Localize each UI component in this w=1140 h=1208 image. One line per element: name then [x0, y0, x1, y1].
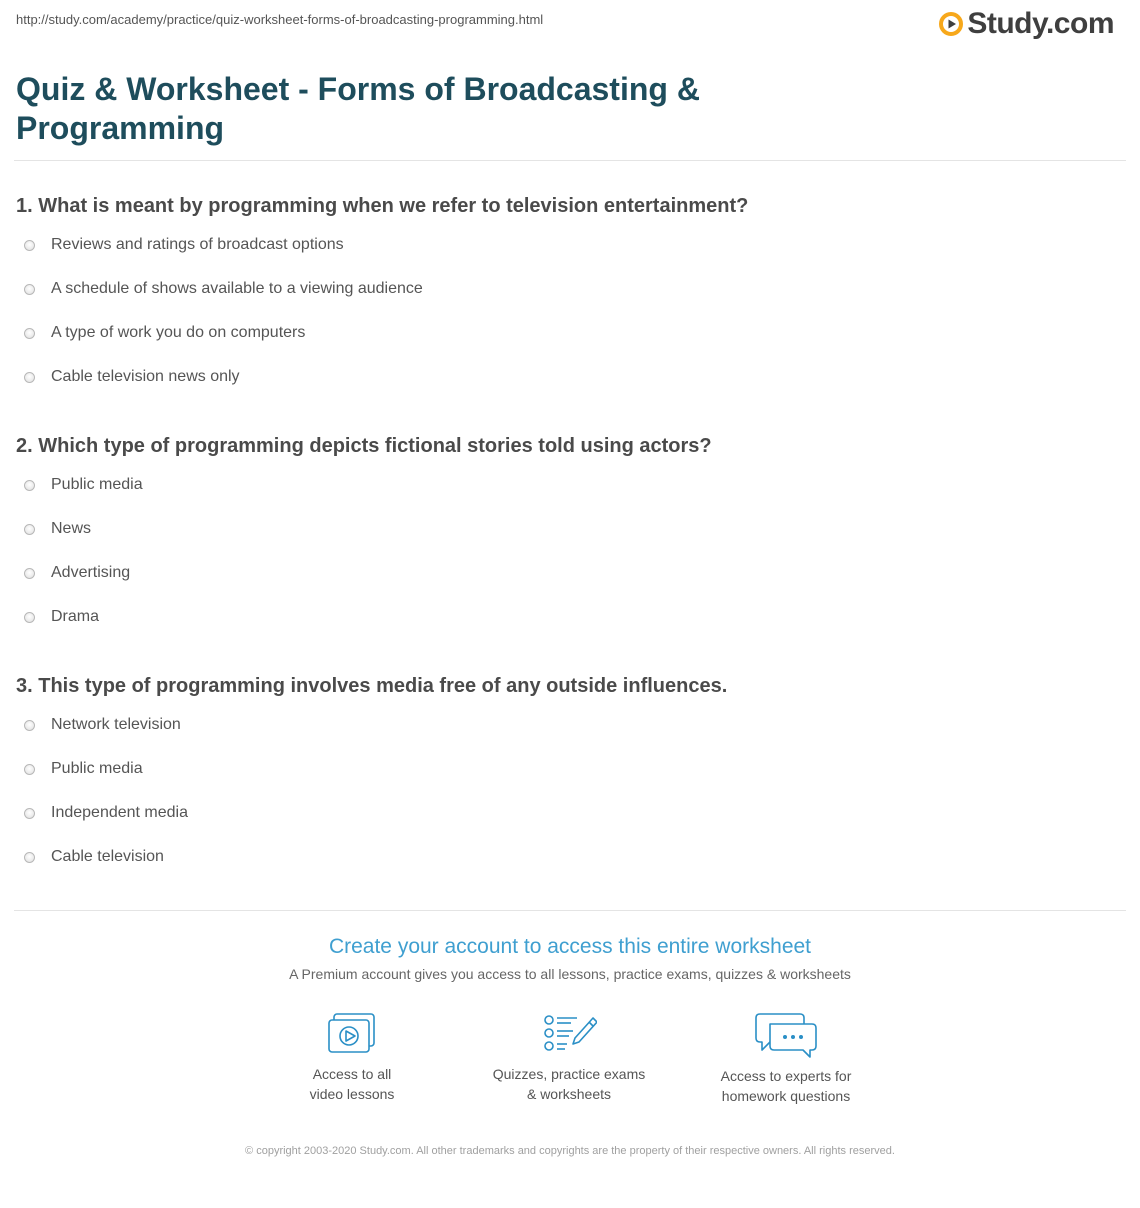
feature-experts [686, 1012, 886, 1106]
video-lessons-icon [326, 1012, 378, 1056]
radio-button[interactable] [24, 764, 35, 775]
answer-options [16, 474, 1116, 650]
radio-button[interactable] [24, 372, 35, 383]
radio-button[interactable] [24, 480, 35, 491]
answer-option[interactable] [16, 322, 1116, 366]
question-text: 2. Which type of programming depicts fictional stories told using actors? [16, 435, 712, 457]
answer-label: Cable television [51, 848, 164, 865]
radio-button[interactable] [24, 240, 35, 251]
question-1 [16, 192, 1116, 410]
radio-button[interactable] [24, 568, 35, 579]
answer-option[interactable] [16, 802, 1116, 846]
question-text: 1. What is meant by programming when we refer to television entertainment? [16, 195, 749, 217]
copyright-notice: © copyright 2003-2020 Study.com. All other trademarks and copyrights are the property of their respective owners. All rights reserved. [245, 1145, 895, 1157]
question-2 [16, 432, 1116, 650]
radio-button[interactable] [24, 612, 35, 623]
answer-option[interactable] [16, 366, 1116, 410]
answer-label: A type of work you do on computers [51, 324, 306, 341]
feature-video-lessons [252, 1012, 452, 1104]
feature-quizzes [469, 1012, 669, 1104]
radio-button[interactable] [24, 852, 35, 863]
answer-label: Public media [51, 476, 143, 493]
study-logo[interactable] [939, 6, 1114, 42]
feature-label: Access to experts for homework questions [720, 1068, 852, 1104]
answer-label: News [51, 520, 92, 537]
page-title: Quiz & Worksheet - Forms of Broadcasting & Programming [16, 71, 700, 146]
signup-cta [0, 930, 1140, 984]
answer-option[interactable] [16, 278, 1116, 322]
question-3 [16, 672, 1116, 890]
radio-button[interactable] [24, 720, 35, 731]
quiz-checklist-icon [541, 1012, 597, 1056]
answer-label: Drama [51, 608, 100, 625]
play-circle-icon [939, 12, 963, 36]
answer-options [16, 714, 1116, 890]
answer-option[interactable] [16, 606, 1116, 650]
questions-divider [14, 910, 1126, 911]
answer-label: Cable television news only [51, 368, 240, 385]
question-text: 3. This type of programming involves media free of any outside influences. [16, 675, 728, 697]
feature-label: Access to all video lessons [309, 1066, 395, 1102]
answer-option[interactable] [16, 518, 1116, 562]
answer-label: Reviews and ratings of broadcast options [51, 236, 344, 253]
radio-button[interactable] [24, 328, 35, 339]
answer-option[interactable] [16, 758, 1116, 802]
answer-label: Public media [51, 760, 143, 777]
page-url: http://study.com/academy/practice/quiz-worksheet-forms-of-broadcasting-programming.html [16, 12, 544, 27]
feature-label: Quizzes, practice exams & worksheets [492, 1066, 646, 1102]
radio-button[interactable] [24, 284, 35, 295]
cta-subtitle: A Premium account gives you access to all lessons, practice exams, quizzes & worksheets [289, 966, 851, 982]
logo-text: Study.com [967, 7, 1114, 40]
answer-label: Independent media [51, 804, 188, 821]
radio-button[interactable] [24, 524, 35, 535]
answer-option[interactable] [16, 474, 1116, 518]
radio-button[interactable] [24, 808, 35, 819]
answer-label: Network television [51, 716, 181, 733]
answer-options [16, 234, 1116, 410]
answer-label: A schedule of shows available to a viewing audience [51, 280, 423, 297]
chat-bubbles-icon [754, 1012, 818, 1058]
answer-option[interactable] [16, 562, 1116, 606]
cta-title-link[interactable]: Create your account to access this entire worksheet [328, 935, 812, 958]
header-divider [14, 160, 1126, 161]
answer-option[interactable] [16, 234, 1116, 278]
answer-label: Advertising [51, 564, 131, 581]
answer-option[interactable] [16, 714, 1116, 758]
answer-option[interactable] [16, 846, 1116, 890]
